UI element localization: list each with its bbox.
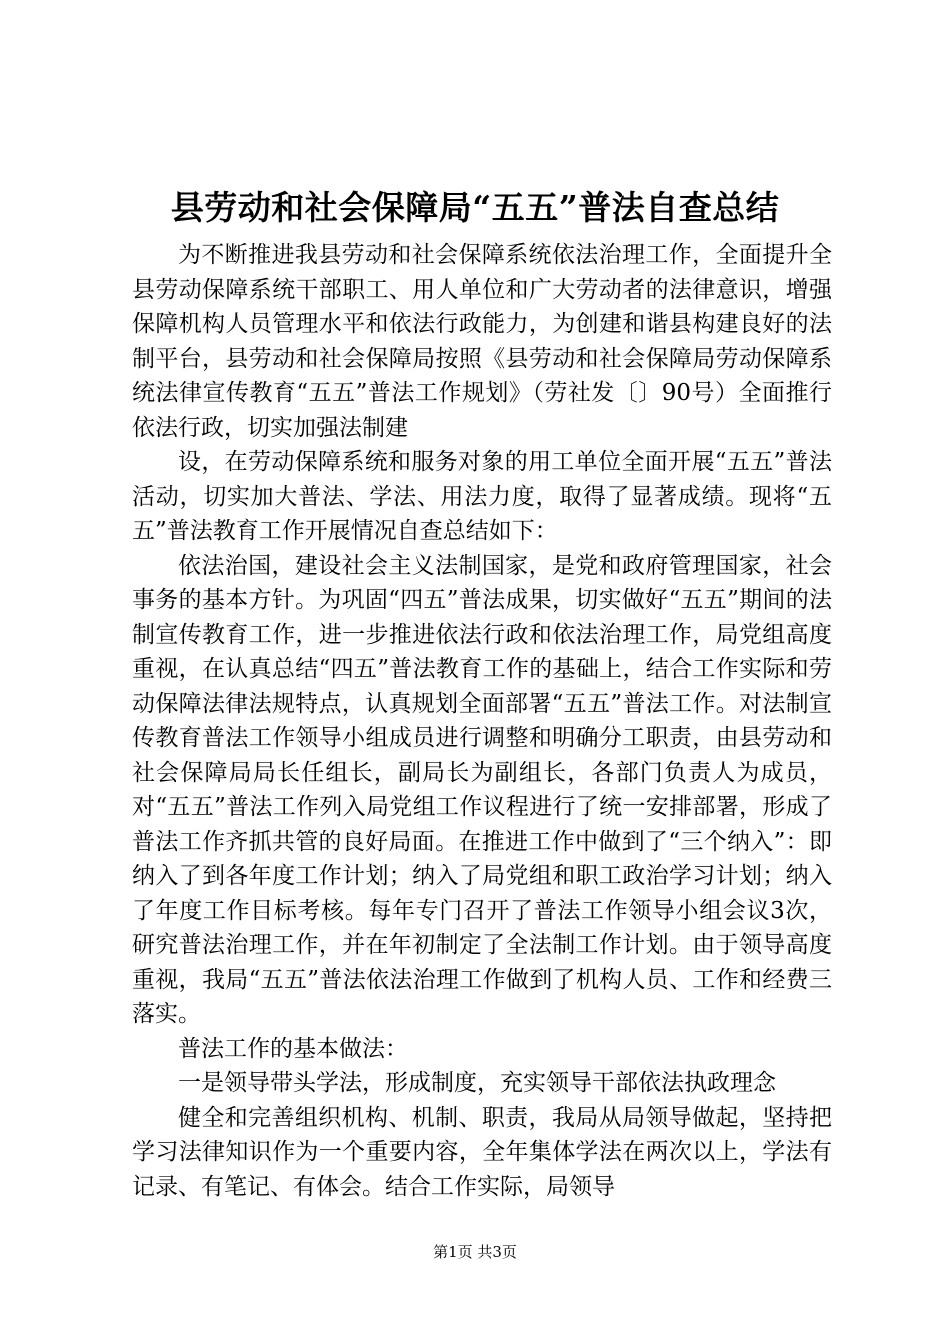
paragraph: 一是领导带头学法，形成制度，充实领导干部依法执政理念 [178,1070,776,1096]
page-number: 第1页 共3页 [433,1243,517,1261]
paragraph: 健全和完善组织机构、机制、职责，我局从局领导做起，坚持把学习法律知识作为一个重要内容，全年集体学法在两次以上，学法有记录、有笔记、有体会。结合工作实际，局领导 [132,1104,832,1200]
paragraph: 设，在劳动保障系统和服务对象的用工单位全面开展“五五”普法活动，切实加大普法、学法、用法力度，取得了显著成绩。现将“五五”普法教育工作开展情况自查总结如下： [132,449,832,544]
document-title: 县劳动和社会保障局“五五”普法自查总结 [170,188,780,227]
paragraph: 依法治国，建设社会主义法制国家，是党和政府管理国家，社会事务的基本方针。为巩固“四五”普法成果，切实做好“五五”期间的法制宣传教育工作，进一步推进依法行政和依法治理工作，局党组高度重视，在认真总结“四五”普法教育工作的基础上，结合工作实际和劳动保障法律法规特点，认真规划全面部署“五五”普法工作。对法制宣传教育普法工作领导小组成员进行调整和明确分工职责，由县劳动和社会保障局局长任组长，副局长为副组长，各部门负责人为成员，对“五五”普法工作列入局党组工作议程进行了统一安排部署，形成了普法工作齐抓共管的良好局面。在推进工作中做到了“三个纳入”：即纳入了到各年度工作计划；纳入了局党组和职工政治学习计划；纳入了年度工作目标考核。每年专门召开了普法工作领导小组会议3次，研究普法治理工作，并在年初制定了全法制工作计划。由于领导高度重视，我局“五五”普法依法治理工作做到了机构人员、工作和经费三落实。 [132,552,832,1027]
paragraph: 为不断推进我县劳动和社会保障系统依法治理工作，全面提升全县劳动保障系统干部职工、用人单位和广大劳动者的法律意识，增强保障机构人员管理水平和依法行政能力，为创建和谐县构建良好的法制平台，县劳动和社会保障局按照《县劳动和社会保障局劳动保障系统法律宣传教育“五五”普法工作规划》（劳社发〔〕90号）全面推行依法行政，切实加强法制建 [132,242,832,441]
paragraph: 普法工作的基本做法： [178,1035,408,1062]
document-body [132,238,832,1204]
page-footer [0,1242,950,1262]
